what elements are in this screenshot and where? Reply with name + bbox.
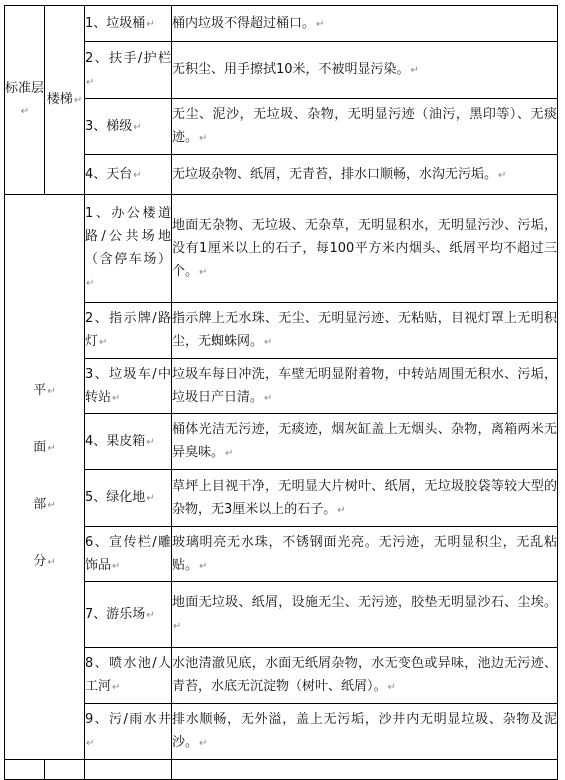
cleaning-standards-table <box>4 5 558 780</box>
paragraph-mark-icon: ↵ <box>199 133 208 144</box>
category-label: 标准层 <box>5 80 45 96</box>
standard-cell <box>172 155 558 195</box>
item-cell <box>85 648 172 704</box>
table-row <box>5 648 558 704</box>
standard-cell <box>172 414 558 470</box>
item-cell <box>85 303 172 359</box>
category-char: 部↵ <box>33 497 56 512</box>
item-cell <box>85 527 172 582</box>
standard-cell <box>172 303 558 359</box>
empty-cell <box>5 760 45 780</box>
item-label: 4、果皮箱 <box>85 433 146 449</box>
standard-cell <box>172 527 558 582</box>
paragraph-mark-icon: ↵ <box>316 18 325 30</box>
table-row-partial <box>5 760 558 780</box>
item-label: 4、天台 <box>85 166 133 182</box>
category-char: 平↵ <box>33 383 56 398</box>
item-cell <box>85 155 172 195</box>
paragraph-mark-icon: ↵ <box>47 500 56 511</box>
item-label: 2、指示牌/路灯 <box>85 311 171 349</box>
category-char: 面↵ <box>33 440 56 455</box>
standard-cell <box>172 99 558 155</box>
table-row <box>5 527 558 582</box>
item-label: 8、喷水池/人工河 <box>85 656 171 694</box>
standard-text: 草坪上目视干净，无明显大片树叶、纸屑，无垃圾胶袋等较大型的杂物，无3厘米以上的石子。 <box>172 478 557 517</box>
category-cell <box>5 195 85 760</box>
item-cell <box>85 582 172 648</box>
item-cell <box>85 42 172 99</box>
standard-text: 无尘、泥沙，无垃圾、杂物，无明显污迹（油污，黑印等）、无痰迹。 <box>172 107 557 145</box>
paragraph-mark-icon: ↵ <box>99 337 108 348</box>
standard-cell <box>172 42 558 99</box>
paragraph-mark-icon: ↵ <box>112 392 121 404</box>
paragraph-mark-icon: ↵ <box>112 560 121 572</box>
paragraph-mark-icon: ↵ <box>86 278 95 289</box>
item-cell <box>85 704 172 760</box>
standard-text: 垃圾车每日冲洗，车壁无明显附着物，中转站周围无积水、污垢，垃圾日产日清。 <box>172 366 557 405</box>
paragraph-mark-icon: ↵ <box>337 504 346 516</box>
item-label: 3、梯级 <box>85 118 133 134</box>
table-row <box>5 99 558 155</box>
paragraph-mark-icon: ↵ <box>47 443 56 454</box>
standard-text: 桶内垃圾不得超过桶口。 <box>172 15 316 31</box>
paragraph-mark-icon: ↵ <box>264 392 273 404</box>
standard-text: 桶体光洁无污迹，无痰迹，烟灰缸盖上无烟头、杂物，离箱两米无异臭味。 <box>172 422 557 460</box>
standard-cell <box>172 704 558 760</box>
standard-cell <box>172 195 558 303</box>
paragraph-mark-icon: ↵ <box>146 436 155 448</box>
item-cell <box>85 195 172 303</box>
standard-cell <box>172 648 558 704</box>
standard-cell <box>172 359 558 414</box>
paragraph-mark-icon: ↵ <box>47 557 56 568</box>
category-cell <box>5 6 45 195</box>
standard-text: 排水顺畅，无外溢，盖上无污垢，沙井内无明显垃圾、杂物及泥沙。 <box>172 712 557 750</box>
standard-text: 无垃圾杂物、纸屑，无青苔，排水口顺畅，水沟无污垢。 <box>172 166 498 182</box>
item-cell <box>85 6 172 42</box>
table-row <box>5 303 558 359</box>
item-label: 3、垃圾车/中转站 <box>85 366 171 405</box>
sub-category-label: 楼梯 <box>46 91 73 107</box>
paragraph-mark-icon: ↵ <box>199 266 208 278</box>
table-row <box>5 582 558 648</box>
paragraph-mark-icon: ↵ <box>199 738 208 749</box>
item-label: 1、办公楼道路/公共场地（含停车场） <box>85 206 171 267</box>
item-label: 5、绿化地 <box>85 490 146 505</box>
empty-cell <box>85 760 172 780</box>
category-label-vertical <box>5 380 84 574</box>
paragraph-mark-icon: ↵ <box>73 94 83 106</box>
paragraph-mark-icon: ↵ <box>498 169 507 181</box>
table-row <box>5 42 558 99</box>
paragraph-mark-icon: ↵ <box>264 337 273 348</box>
paragraph-mark-icon: ↵ <box>410 65 419 76</box>
paragraph-mark-icon: ↵ <box>86 738 95 749</box>
item-label: 1、垃圾桶 <box>85 15 146 31</box>
item-cell <box>85 359 172 414</box>
paragraph-mark-icon: ↵ <box>133 169 142 181</box>
item-cell <box>85 470 172 527</box>
table-row <box>5 155 558 195</box>
table-row <box>5 470 558 527</box>
sub-category-cell <box>45 6 85 195</box>
paragraph-mark-icon: ↵ <box>47 386 56 397</box>
paragraph-mark-icon: ↵ <box>173 621 182 632</box>
paragraph-mark-icon: ↵ <box>20 105 30 117</box>
table-row <box>5 195 558 303</box>
standard-cell <box>172 582 558 648</box>
table-row <box>5 704 558 760</box>
paragraph-mark-icon: ↵ <box>86 76 95 88</box>
paragraph-mark-icon: ↵ <box>146 493 155 504</box>
table-row <box>5 6 558 42</box>
paragraph-mark-icon: ↵ <box>146 18 155 30</box>
standard-cell <box>172 470 558 527</box>
standard-cell <box>172 6 558 42</box>
empty-cell <box>172 760 558 780</box>
empty-cell <box>45 760 85 780</box>
item-label: 2、扶手/护栏 <box>85 50 171 66</box>
table-row <box>5 359 558 414</box>
item-label: 9、污/雨水井 <box>85 712 171 727</box>
item-label: 6、宣传栏/雕饰品 <box>85 534 171 573</box>
paragraph-mark-icon: ↵ <box>146 609 155 621</box>
category-char: 分↵ <box>33 554 56 569</box>
item-label: 7、游乐场 <box>85 606 146 622</box>
standard-text: 指示牌上无水珠、无尘、无明显污迹、无粘贴，目视灯罩上无明积尘，无蜘蛛网。 <box>172 311 557 349</box>
table-row <box>5 414 558 470</box>
standard-text: 地面无杂物、无垃圾、无杂草，无明显积水，无明显污沙、污垢，没有1厘米以上的石子，每100平方米内烟头、纸屑平均不超过三个。 <box>172 217 557 279</box>
paragraph-mark-icon: ↵ <box>199 560 208 572</box>
standard-text: 地面无垃圾、纸屑，设施无尘、无污迹，胶垫无明显沙石、尘埃。 <box>172 595 557 610</box>
paragraph-mark-icon: ↵ <box>387 682 396 693</box>
paragraph-mark-icon: ↵ <box>133 121 142 133</box>
standard-text: 水池清澈见底，水面无纸屑杂物，水无变色或异味，池边无污迹、青苔，水底无沉淀物（树叶、纸屑）。 <box>172 656 557 694</box>
paragraph-mark-icon: ↵ <box>225 448 234 459</box>
paragraph-mark-icon: ↵ <box>112 682 121 693</box>
standard-text: 无积尘、用手擦拭10米，不被明显污染。 <box>172 62 410 77</box>
item-cell <box>85 414 172 470</box>
standard-text: 玻璃明亮无水珠，不锈钢面光亮。无污迹，无明显积尘，无乱粘贴。 <box>172 534 557 573</box>
item-cell <box>85 99 172 155</box>
